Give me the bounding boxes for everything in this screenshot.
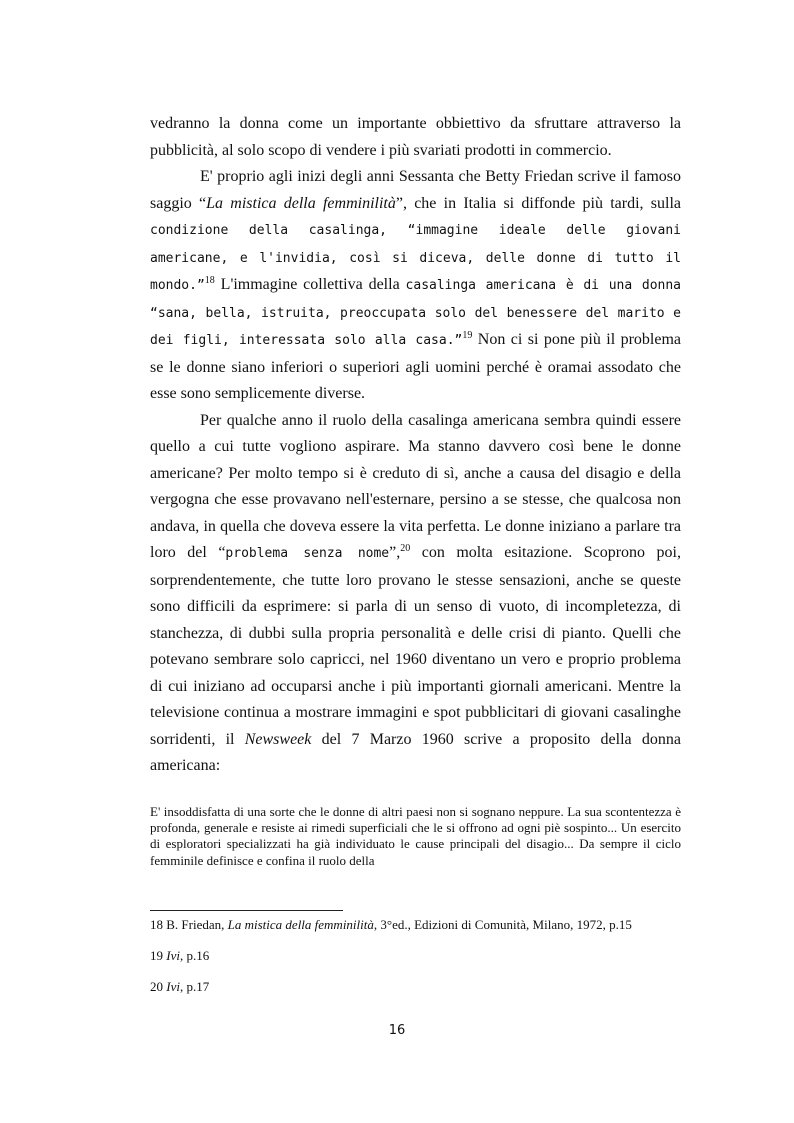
- footnote-text: , p.17: [179, 979, 210, 994]
- footnote-italic: Ivi: [166, 979, 180, 994]
- p2-text-d: L'immagine collettiva della: [214, 276, 406, 293]
- p2-quote-housewife: condizione della casalinga, “immagine ideale delle giovani americane, e l'invidia, così si diceva, delle donne di tutto il mondo.”: [150, 223, 681, 293]
- footnote-ref-20: 20: [400, 543, 411, 554]
- footnote-divider: [150, 910, 343, 911]
- paragraph-1: vedranno la donna come un importante obbiettivo da sfruttare attraverso la pubblicità, al solo scopo di vendere i più svariati prodotti in commercio.: [150, 115, 681, 159]
- p2-text-b: ”, che in Italia si diffonde più tardi, sulla: [395, 194, 682, 212]
- paragraph-2: [150, 164, 681, 408]
- footnote-number: 18: [150, 917, 163, 932]
- footnotes: [150, 917, 681, 1010]
- block-quote: E' insoddisfatta di una sorte che le donne di altri paesi non si sognano neppure. La sua scontentezza è profonda, generale e resiste ai rimedi superficiali che le si offrono ad ogni piè sospinto... Un esercito di esploratori specializzati ha già individuato le cause principali del disagio... Da sempre il ciclo femminile definisce e confina il ruolo della: [150, 804, 681, 868]
- page-number: 16: [388, 1023, 406, 1038]
- p2-text-f: Non ci si pone più il problema se le donne siano inferiori o superiori agli uomini perché è oramai assodato che esse sono semplicemente diverse.: [150, 331, 681, 402]
- footnote-number: 20: [150, 979, 163, 994]
- footnote-20: [150, 979, 681, 994]
- footnote-italic: La mistica della femminilità: [227, 917, 374, 932]
- p3-text-d: con molta esitazione. Scoprono poi, sorprendentemente, che tutte loro provano le stesse sensazioni, anche se queste sono difficili da esprimere: si parla di un senso di vuoto, di incompletezza, di stanchezza, di dubbi sulla propria personalità e delle crisi di pianto. Quelli che potevano sembrare solo capricci, nel 1960 diventano un vero e proprio problema di cui iniziano ad occuparsi anche i più importanti giornali americani. Mentre la televisione continua a mostrare immagini e spot pubblicitari di giovani casalinghe sorridenti, il: [150, 544, 681, 748]
- footnote-number: 19: [150, 948, 163, 963]
- body-text: [150, 111, 681, 780]
- book-title: La mistica della femminilità: [206, 194, 396, 212]
- footnote-ref-18: 18: [204, 275, 215, 286]
- p3-quote-problem: problema senza nome: [225, 546, 390, 561]
- p2-text-a: E' proprio agli inizi degli anni Sessanta che Betty Friedan scrive il famoso saggio “: [150, 168, 681, 212]
- footnote-19: [150, 948, 681, 963]
- footnote-text: B. Friedan,: [166, 917, 228, 932]
- footnote-text: , 3°ed., Edizioni di Comunità, Milano, 1972, p.15: [373, 917, 632, 932]
- p3-text-e: del 7 Marzo 1960 scrive a proposito della donna americana:: [150, 730, 681, 774]
- paragraph-3: [150, 408, 681, 780]
- footnote-18: [150, 917, 681, 932]
- footnote-text: , p.16: [179, 948, 210, 963]
- footnote-italic: Ivi: [166, 948, 180, 963]
- footnote-ref-19: 19: [462, 330, 473, 341]
- magazine-title: Newsweek: [244, 730, 312, 748]
- p2-quote-image: casalinga americana è di una donna “sana, bella, istruita, preoccupata solo del benessere del marito e dei figli, interessata solo alla casa.”: [150, 278, 682, 348]
- p3-text-a: Per qualche anno il ruolo della casalinga americana sembra quindi essere quello a cui tutte vogliono aspirare. Ma stanno davvero così bene le donne americane? Per molto tempo si è creduto di sì, anche a causa del disagio e della vergogna che esse provavano nell'esternare, persino a se stesse, che qualcosa non andava, in quella che doveva essere la vita perfetta. Le donne iniziano a parlare tra loro del “: [150, 411, 681, 561]
- p3-text-c: ”,: [389, 544, 401, 561]
